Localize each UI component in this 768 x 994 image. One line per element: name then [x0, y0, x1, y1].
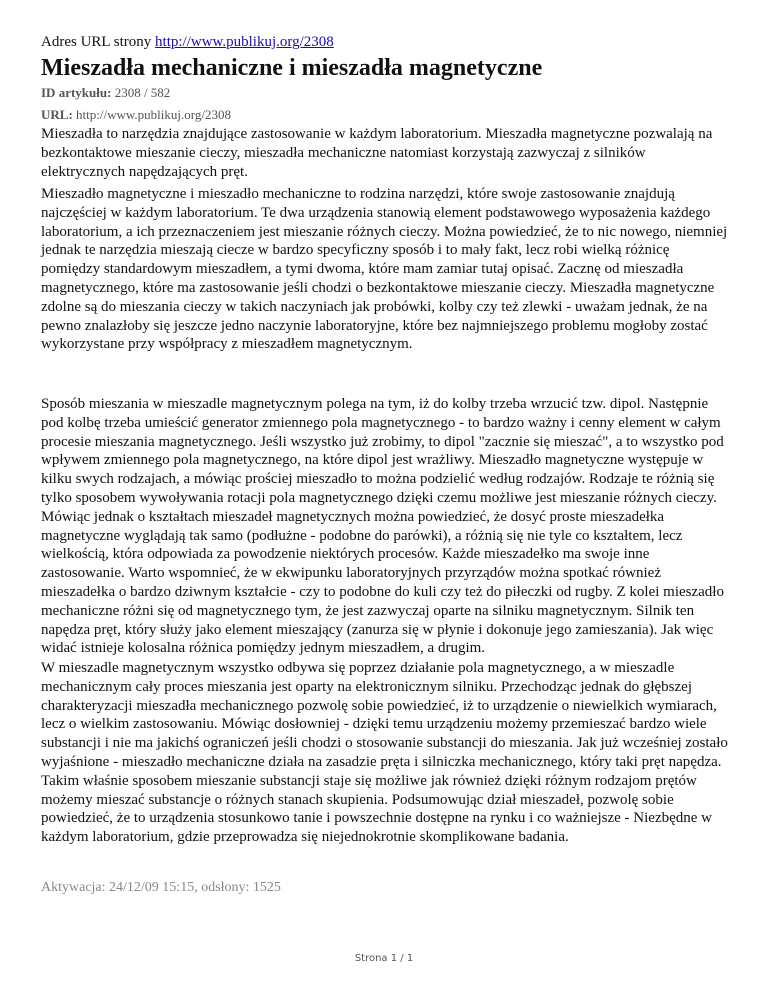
- article-id-label: ID artykułu:: [41, 85, 112, 100]
- activation-info: Aktywacja: 24/12/09 15:15, odsłony: 1525: [41, 880, 281, 895]
- article-lead-paragraph: Mieszadła to narzędzia znajdujące zastosowanie w każdym laboratorium. Mieszadła magnetyczne pozwalają na bezkontaktowe mieszanie cieczy, mieszadła mechaniczne natomiast korzystają zazwyczaj z silników elektrycznych napędzających pręt.: [41, 126, 713, 180]
- article-paragraph: Mieszadło magnetyczne i mieszadło mechaniczne to rodzina narzędzi, które swoje zastosowanie znajdują najczęściej w każdym laboratorium. Te dwa urządzenia stanowią element podstawowego wyposażenia każdego laboratorium, a ich przeznaczeniem jest mieszanie różnych cieczy. Można powiedzieć, że to nic nowego, niemniej jednak te narzędzia mieszają ciecze w bardzo specyficzny sposób i to mały fakt, lecz robi wielką różnicę pomiędzy standardowym mieszadłem, a tymi dwoma, które mam zamiar tutaj opisać. Zacznę od mieszadła magnetycznego, które ma zastosowanie jeśli chodzi o bezkontaktowe mieszanie cieczy. Mieszadła magnetyczne zdolne są do mieszania cieczy w takich naczyniach jak probówki, kolby czy też zlewki - uważam jednak, że na pewno znalazłoby się jeszcze jedno naczynie laboratoryjne, które bez najmniejszego problemu mogłoby zostać wykorzystane przy współpracy z mieszadłem magnetycznym.: [41, 186, 728, 353]
- article-paragraph: Sposób mieszania w mieszadle magnetycznym polega na tym, iż do kolby trzeba wrzucić tzw. dipol. Następnie pod kolbę trzeba umieścić generator zmiennego pola magnetycznego - to bardzo ważny i cenny element w całym procesie mieszania magnetycznego. Jeśli wszystko już zrobimy, to dipol "zacznie się mieszać", a to wszystko pod wpływem zmiennego pola magnetycznego, na które dipol jest wrażliwy. Mieszadło magnetyczne występuje w kilku swych rodzajach, a mówiąc prościej mieszadło to można podzielić według rodzajów. Rodzaje te różnią się tylko sposobem wywoływania rotacji pola magnetycznego dzięki czemu możliwe jest mieszanie różnych cieczy. Mówiąc jednak o kształtach mieszadeł magnetycznych można powiedzieć, że dosyć proste mieszadełka magnetyczne wyglądają tak samo (podłużne - podobne do parówki), a różnią się nie tyle co kształtem, lecz wielkością, która odpowiada za powodzenie niektórych procesów. Każde mieszadełko ma swoje inne zastosowanie. Warto wspomnieć, że w ekwipunku laboratoryjnych przyrządów można spotkać również mieszadełka o bardzo dziwnym kształcie - czy to podobne do kuli czy też do piłeczki od rugby. Z kolei mieszadło mechaniczne różni się od magnetycznego tym, że jest zazwyczaj oparte na silniku magnetycznym. Silnik ten napędza pręt, który służy jako element mieszający (zanurza się w płynie i dokonuje jego zamieszania). Jak więc widać istnieje kolosalna różnica pomiędzy jednym mieszadłem, a drugim.: [41, 396, 724, 657]
- article-id-line: [41, 85, 170, 101]
- article-id-value: 2308 / 582: [114, 85, 171, 100]
- article-title: Mieszadła mechaniczne i mieszadła magnetyczne: [41, 55, 543, 81]
- article-url-label: URL:: [41, 107, 73, 122]
- page-url-line: [41, 33, 334, 51]
- article-paragraph: W mieszadle magnetycznym wszystko odbywa się poprzez działanie pola magnetycznego, a w mieszadle mechanicznym cały proces mieszania jest oparty na elektronicznym silniku. Przechodząc jednak do głębszej charakteryzacji mieszadła mechanicznego pozwolę sobie powiedzieć, iż to urządzenie o niewielkich wymiarach, lecz o wielkim zastosowaniu. Mówiąc dosłowniej - dzięki temu urządzeniu możemy przemieszać bardzo wiele substancji i nie ma jakichś ograniczeń jeśli chodzi o stosowanie substancji do mieszania. Jak już wcześniej zostało wyjaśnione - mieszadło mechaniczne działa na zasadzie pręta i silniczka mechanicznego, który taki pręt napędza. Takim właśnie sposobem mieszanie substancji staje się możliwe jak również dzięki różnym rodzajom prętów możemy mieszać substancje o różnych stanach skupienia. Podsumowując dział mieszadeł, pozwolę sobie powiedzieć, że to urządzenia stosunkowo tanie i powszechnie dostępne na rynku i co ważniejsze - Niezbędne w każdym laboratorium, gdzie przeprowadza się niejednokrotnie skomplikowane badania.: [41, 660, 728, 846]
- page-number: Strona 1 / 1: [354, 953, 414, 964]
- page-url-label: Adres URL strony: [41, 34, 152, 50]
- page-url-link[interactable]: http://www.publikuj.org/2308: [155, 34, 334, 50]
- article-url-line: [41, 107, 231, 123]
- article-url-value: http://www.publikuj.org/2308: [76, 107, 231, 122]
